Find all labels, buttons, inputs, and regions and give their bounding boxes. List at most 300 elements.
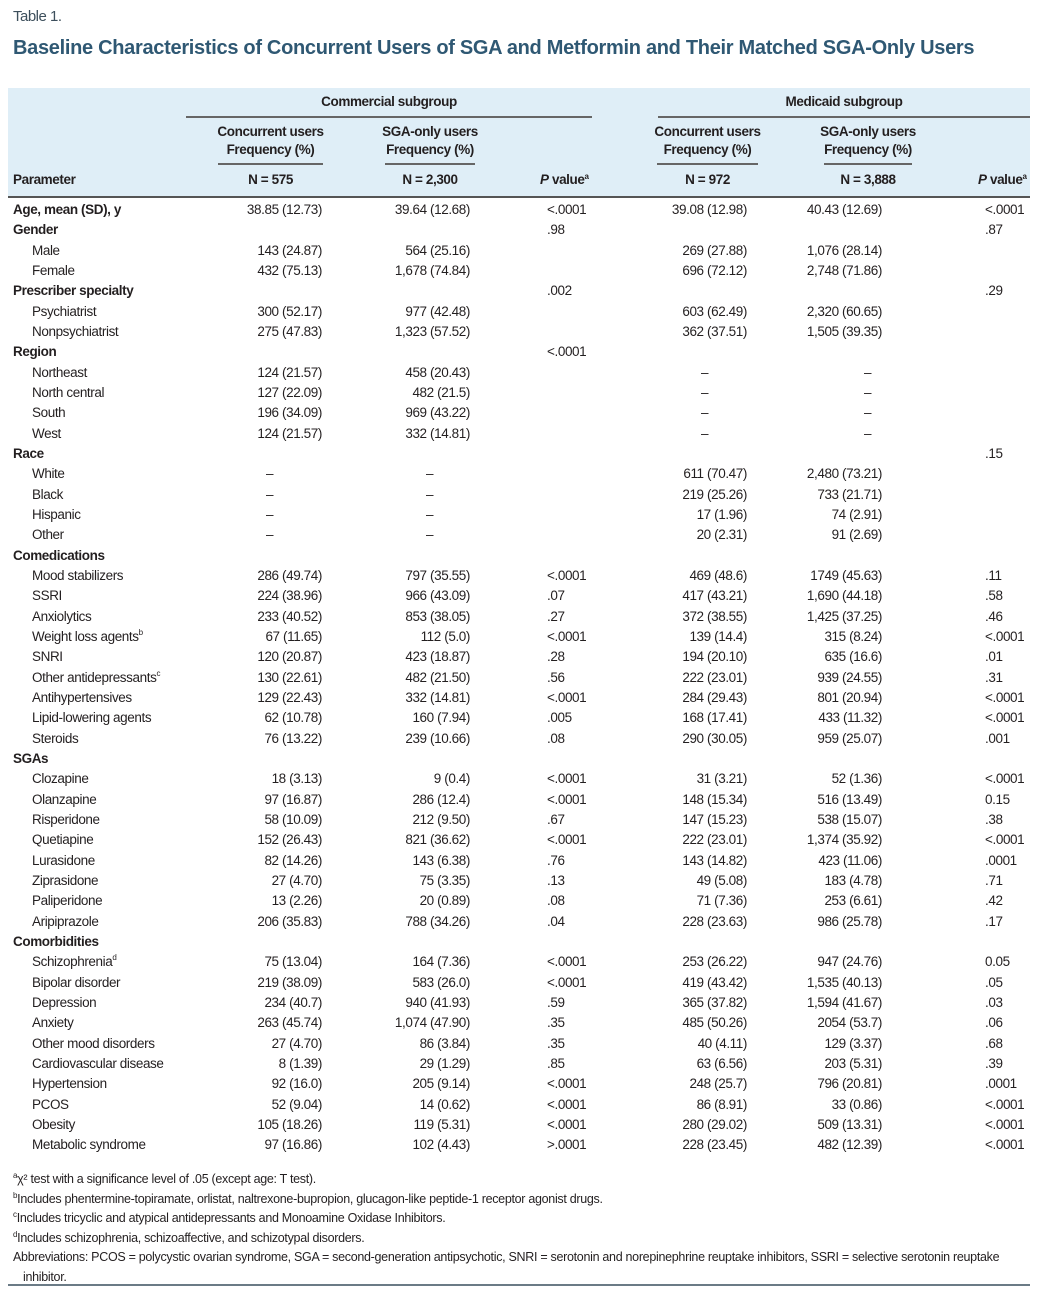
heading-line: SGA-only users xyxy=(820,124,916,139)
commercial-concurrent-cell: – xyxy=(266,466,274,482)
table-section-row xyxy=(0,281,1042,301)
row-label-text: Cardiovascular disease xyxy=(32,1055,164,1071)
row-label xyxy=(32,1054,164,1074)
medicaid-concurrent-cell: 194 (20.10) xyxy=(682,649,747,665)
row-label-text: Quetiapine xyxy=(32,832,94,848)
commercial-concurrent-cell: 224 (38.96) xyxy=(257,588,322,604)
row-label xyxy=(32,586,62,606)
commercial-concurrent-cell: 300 (52.17) xyxy=(257,303,322,319)
commercial-concurrent-cell: 18 (3.13) xyxy=(271,771,322,787)
medicaid-concurrent-cell: 139 (14.4) xyxy=(689,628,747,644)
commercial-sga-only-cell: 160 (7.94) xyxy=(412,710,470,726)
commercial-subgroup-heading: Commercial subgroup xyxy=(321,94,457,109)
commercial-concurrent-cell: 129 (22.43) xyxy=(257,689,322,705)
commercial-p-value-cell: .13 xyxy=(547,872,565,888)
row-label xyxy=(32,363,87,383)
row-label xyxy=(32,993,96,1013)
medicaid-concurrent-cell: 280 (29.02) xyxy=(682,1116,747,1132)
medicaid-concurrent-cell: 696 (72.12) xyxy=(682,262,747,278)
header-divider xyxy=(186,116,592,118)
row-label xyxy=(32,688,132,708)
medicaid-sga-only-cell: 2,480 (73.21) xyxy=(806,466,882,482)
row-label-text: Anxiety xyxy=(32,1015,74,1031)
table-row xyxy=(0,505,1042,525)
row-label-text: Northeast xyxy=(32,364,87,380)
commercial-sga-only-cell: 583 (26.0) xyxy=(412,974,470,990)
table-row xyxy=(0,1135,1042,1155)
medicaid-concurrent-cell: 611 (70.47) xyxy=(683,466,747,482)
row-label-text: Paliperidone xyxy=(32,893,103,909)
medicaid-concurrent-cell: – xyxy=(701,384,709,400)
p-letter: P xyxy=(540,172,549,187)
commercial-p-value-cell: .28 xyxy=(547,649,565,665)
row-label-text: South xyxy=(32,405,66,421)
medicaid-p-value-cell: 0.05 xyxy=(985,954,1010,970)
footnote-text: Includes tricyclic and atypical antidepressants and Monoamine Oxidase Inhibitors. xyxy=(16,1211,446,1225)
table-row xyxy=(0,871,1042,891)
medicaid-p-value-cell: .29 xyxy=(985,283,1003,299)
row-label-text: Depression xyxy=(32,994,97,1010)
medicaid-concurrent-cell: – xyxy=(701,425,709,441)
medicaid-p-value-cell: .15 xyxy=(985,445,1003,461)
medicaid-p-value-cell: <.0001 xyxy=(985,628,1025,644)
medicaid-concurrent-cell: 362 (37.51) xyxy=(682,323,747,339)
row-label-text: Nonpsychiatrist xyxy=(32,323,119,339)
medicaid-p-value-cell: <.0001 xyxy=(985,689,1025,705)
table-row xyxy=(0,1034,1042,1054)
commercial-concurrent-cell: 152 (26.43) xyxy=(257,832,322,848)
commercial-p-value-cell: .35 xyxy=(547,1035,565,1051)
row-label xyxy=(32,729,78,749)
row-label xyxy=(32,424,61,444)
commercial-concurrent-cell: 124 (21.57) xyxy=(257,425,322,441)
medicaid-sga-only-cell: 733 (21.71) xyxy=(817,486,882,502)
table-row xyxy=(0,729,1042,749)
row-label-text: Female xyxy=(32,262,75,278)
medicaid-sga-only-cell: 1,594 (41.67) xyxy=(806,994,882,1010)
commercial-sga-only-heading xyxy=(370,123,490,159)
commercial-p-value-cell: <.0001 xyxy=(547,791,587,807)
medicaid-p-value-cell: 0.15 xyxy=(985,791,1010,807)
footnote-text: Includes phentermine-topiramate, orlistat, naltrexone-bupropion, glucagon-like peptide-1 receptor agonist drugs. xyxy=(17,1191,603,1206)
row-label-text: Hypertension xyxy=(32,1076,107,1092)
header-divider xyxy=(218,163,323,165)
table-row xyxy=(0,688,1042,708)
commercial-concurrent-cell: 52 (9.04) xyxy=(271,1096,322,1112)
medicaid-p-value-cell: .001 xyxy=(985,730,1010,746)
header-divider xyxy=(657,163,758,165)
commercial-n2: N = 2,300 xyxy=(402,172,458,187)
medicaid-sga-only-cell: 52 (1.36) xyxy=(831,771,882,787)
row-label xyxy=(13,200,121,220)
commercial-concurrent-cell: 234 (40.7) xyxy=(264,994,322,1010)
medicaid-sga-only-cell: 796 (20.81) xyxy=(817,1076,882,1092)
medicaid-p-value-cell: .58 xyxy=(985,588,1003,604)
row-label-text: SNRI xyxy=(32,649,63,665)
commercial-p-value-cell: .56 xyxy=(547,669,565,685)
table-row xyxy=(0,891,1042,911)
medicaid-concurrent-cell: 86 (8.91) xyxy=(696,1096,747,1112)
footnote xyxy=(13,1190,1023,1210)
medicaid-concurrent-cell: 228 (23.45) xyxy=(682,1137,747,1153)
footnote-ref: d xyxy=(112,953,117,963)
row-label xyxy=(32,241,60,261)
medicaid-concurrent-cell: 40 (4.11) xyxy=(697,1035,747,1051)
medicaid-sga-only-cell: 482 (12.39) xyxy=(817,1137,882,1153)
medicaid-sga-only-cell: – xyxy=(864,384,872,400)
row-label xyxy=(13,220,58,240)
commercial-p-value-cell: <.0001 xyxy=(547,1096,587,1112)
commercial-concurrent-cell: 13 (2.26) xyxy=(271,893,322,909)
table-row xyxy=(0,1115,1042,1135)
commercial-p-value-cell: <.0001 xyxy=(547,954,587,970)
medicaid-p-value-cell: .0001 xyxy=(985,1076,1017,1092)
row-label-text: Anxiolytics xyxy=(32,608,92,624)
row-label xyxy=(13,546,105,566)
medicaid-n1: N = 972 xyxy=(685,172,730,187)
medicaid-sga-only-cell: 939 (24.55) xyxy=(817,669,882,685)
table-row xyxy=(0,607,1042,627)
row-label-text: Other antidepressants xyxy=(32,669,157,685)
medicaid-sga-only-cell: 1,690 (44.18) xyxy=(806,588,882,604)
table-row xyxy=(0,485,1042,505)
medicaid-sga-only-cell: 40.43 (12.69) xyxy=(806,202,882,217)
commercial-sga-only-cell: 102 (4.43) xyxy=(412,1137,470,1153)
commercial-sga-only-cell: 112 (5.0) xyxy=(420,628,470,644)
commercial-sga-only-cell: 1,323 (57.52) xyxy=(394,323,470,339)
row-label-text: Bipolar disorder xyxy=(32,974,121,990)
medicaid-sga-only-cell: 538 (15.07) xyxy=(817,811,882,827)
commercial-sga-only-cell: 119 (5.31) xyxy=(413,1116,470,1132)
commercial-sga-only-cell: 205 (9.14) xyxy=(412,1076,470,1092)
table-row xyxy=(0,302,1042,322)
table-row xyxy=(0,1013,1042,1033)
medicaid-concurrent-heading xyxy=(645,123,770,159)
medicaid-concurrent-cell: 603 (62.49) xyxy=(682,303,747,319)
commercial-sga-only-cell: 564 (25.16) xyxy=(405,242,470,258)
table-row xyxy=(0,383,1042,403)
footnote-marker: c xyxy=(13,1210,17,1219)
medicaid-concurrent-cell: 31 (3.21) xyxy=(696,771,747,787)
commercial-n1: N = 575 xyxy=(248,172,293,187)
heading-line: Concurrent users xyxy=(654,124,761,139)
footnote-text: Includes schizophrenia, schizoaffective, and schizotypal disorders. xyxy=(17,1230,365,1245)
commercial-p-value-cell: <.0001 xyxy=(547,832,587,848)
row-label-text: Schizophrenia xyxy=(32,954,113,970)
medicaid-concurrent-cell: 219 (25.26) xyxy=(682,486,747,502)
table-label: Table 1. xyxy=(13,8,62,25)
medicaid-p-value-cell: <.0001 xyxy=(985,1137,1025,1153)
medicaid-sga-only-cell: 1,425 (37.25) xyxy=(806,608,882,624)
row-label xyxy=(32,566,123,586)
medicaid-concurrent-cell: 372 (38.55) xyxy=(682,608,747,624)
row-label-text: Comorbidities xyxy=(13,933,99,949)
medicaid-sga-only-cell: – xyxy=(864,364,872,380)
footnotes xyxy=(13,1170,1023,1287)
commercial-sga-only-cell: – xyxy=(426,527,434,543)
medicaid-sga-only-cell: 1,505 (39.35) xyxy=(806,323,882,339)
row-label xyxy=(32,668,160,688)
table-section-row xyxy=(0,220,1042,240)
medicaid-sga-only-cell: – xyxy=(864,425,872,441)
table-row xyxy=(0,1095,1042,1115)
medicaid-sga-only-cell: 253 (6.61) xyxy=(824,893,882,909)
header-divider xyxy=(658,116,1030,118)
commercial-p-value-cell: .08 xyxy=(547,730,565,746)
row-label-text: Weight loss agents xyxy=(32,628,139,644)
commercial-sga-only-cell: 20 (0.89) xyxy=(419,893,470,909)
medicaid-concurrent-cell: 71 (7.36) xyxy=(696,893,747,909)
commercial-p-value-cell: .27 xyxy=(547,608,565,624)
heading-line: Frequency (%) xyxy=(386,142,474,157)
row-label-text: North central xyxy=(32,384,105,400)
medicaid-sga-only-cell: 801 (20.94) xyxy=(817,689,882,705)
table-row xyxy=(0,790,1042,810)
commercial-concurrent-cell: – xyxy=(266,486,274,502)
medicaid-p-value-cell: <.0001 xyxy=(985,1116,1025,1132)
row-label xyxy=(32,1135,146,1155)
commercial-concurrent-cell: 76 (13.22) xyxy=(264,730,322,746)
commercial-concurrent-cell: 124 (21.57) xyxy=(257,364,322,380)
medicaid-concurrent-cell: 365 (37.82) xyxy=(682,994,747,1010)
row-label xyxy=(32,322,118,342)
commercial-p-value-cell: .04 xyxy=(547,913,565,929)
heading-line: Frequency (%) xyxy=(824,142,912,157)
medicaid-sga-only-cell: 959 (25.07) xyxy=(817,730,882,746)
commercial-sga-only-cell: 212 (9.50) xyxy=(412,811,470,827)
table-row xyxy=(0,810,1042,830)
table-section-row xyxy=(0,932,1042,952)
commercial-p-value-cell: <.0001 xyxy=(547,974,587,990)
table-section-row xyxy=(0,200,1042,220)
footnote-ref: c xyxy=(156,668,161,678)
row-label-text: Aripiprazole xyxy=(32,913,99,929)
table-section-row xyxy=(0,342,1042,362)
medicaid-sga-only-cell: 509 (13.31) xyxy=(817,1116,882,1132)
commercial-concurrent-cell: 105 (18.26) xyxy=(257,1116,322,1132)
commercial-p-value-cell: .98 xyxy=(547,222,565,238)
medicaid-concurrent-cell: 147 (15.23) xyxy=(682,811,747,827)
commercial-sga-only-cell: 458 (20.43) xyxy=(405,364,470,380)
row-label xyxy=(32,627,143,647)
commercial-p-value-cell: .35 xyxy=(547,1015,565,1031)
table-row xyxy=(0,647,1042,667)
medicaid-sga-only-cell: 1749 (45.63) xyxy=(810,567,882,583)
commercial-p-value-cell: <.0001 xyxy=(547,1116,587,1132)
row-label-text: Steroids xyxy=(32,730,79,746)
table-row xyxy=(0,363,1042,383)
commercial-concurrent-cell: 143 (24.87) xyxy=(257,242,322,258)
medicaid-p-value-cell: <.0001 xyxy=(985,1096,1025,1112)
commercial-concurrent-cell: 263 (45.74) xyxy=(257,1015,322,1031)
commercial-sga-only-cell: 821 (36.62) xyxy=(405,832,470,848)
commercial-p-value-cell: .002 xyxy=(547,283,572,299)
medicaid-p-value-cell: .39 xyxy=(985,1055,1003,1071)
commercial-sga-only-cell: 239 (10.66) xyxy=(405,730,470,746)
commercial-sga-only-cell: 1,074 (47.90) xyxy=(394,1015,470,1031)
heading-line: SGA-only users xyxy=(382,124,478,139)
footnote-marker: a xyxy=(13,1171,18,1180)
table-title: Baseline Characteristics of Concurrent Users of SGA and Metformin and Their Matched SGA-Only Users xyxy=(13,37,975,59)
medicaid-sga-only-cell: 423 (11.06) xyxy=(818,852,882,868)
commercial-concurrent-cell: 219 (38.09) xyxy=(257,974,322,990)
medicaid-concurrent-cell: 222 (23.01) xyxy=(682,832,747,848)
medicaid-sga-only-cell: 516 (13.49) xyxy=(817,791,882,807)
commercial-concurrent-cell: 75 (13.04) xyxy=(264,954,322,970)
footnote-marker: d xyxy=(13,1229,18,1239)
footnote xyxy=(13,1209,1023,1229)
commercial-sga-only-cell: 797 (35.55) xyxy=(405,567,470,583)
medicaid-concurrent-cell: 148 (15.34) xyxy=(682,791,747,807)
commercial-concurrent-cell: 286 (49.74) xyxy=(257,567,322,583)
medicaid-p-value-cell: .68 xyxy=(985,1035,1003,1051)
medicaid-concurrent-cell: 17 (1.96) xyxy=(696,506,747,522)
medicaid-sga-only-cell: 433 (11.32) xyxy=(818,710,882,726)
medicaid-sga-only-cell: 129 (3.37) xyxy=(824,1035,882,1051)
medicaid-concurrent-cell: 253 (26.22) xyxy=(682,954,747,970)
row-label xyxy=(32,302,96,322)
p-letter: P xyxy=(978,172,987,187)
commercial-sga-only-cell: 482 (21.5) xyxy=(412,384,470,400)
medicaid-p-value-heading xyxy=(978,171,1027,189)
row-label xyxy=(13,749,48,769)
table-row xyxy=(0,668,1042,688)
row-label xyxy=(32,830,93,850)
row-label xyxy=(32,403,65,423)
commercial-sga-only-cell: 482 (21.50) xyxy=(405,669,470,685)
medicaid-concurrent-cell: 269 (27.88) xyxy=(682,242,747,258)
row-label-text: Obesity xyxy=(32,1116,75,1132)
row-label-text: Prescriber specialty xyxy=(13,283,134,299)
medicaid-concurrent-cell: – xyxy=(701,364,709,380)
commercial-concurrent-cell: – xyxy=(266,506,274,522)
table-row xyxy=(0,708,1042,728)
commercial-p-value-heading xyxy=(540,171,589,189)
commercial-sga-only-cell: 75 (3.35) xyxy=(419,872,470,888)
row-label-text: Antihypertensives xyxy=(32,689,132,705)
row-label-text: Clozapine xyxy=(32,771,89,787)
commercial-p-value-cell: <.0001 xyxy=(547,344,587,360)
row-label-text: SSRI xyxy=(32,588,62,604)
table-row xyxy=(0,322,1042,342)
table-row xyxy=(0,1074,1042,1094)
table-row xyxy=(0,952,1042,972)
medicaid-p-value-cell: .87 xyxy=(985,222,1003,238)
commercial-concurrent-cell: 38.85 (12.73) xyxy=(246,202,322,217)
table-row xyxy=(0,566,1042,586)
commercial-p-value-cell: <.0001 xyxy=(547,628,587,644)
row-label xyxy=(32,1074,107,1094)
medicaid-sga-only-cell: 74 (2.91) xyxy=(831,506,882,522)
row-label xyxy=(32,383,104,403)
commercial-concurrent-cell: 233 (40.52) xyxy=(257,608,322,624)
row-label-text: Age, mean (SD), y xyxy=(13,202,121,217)
row-label xyxy=(32,525,64,545)
commercial-sga-only-cell: 788 (34.26) xyxy=(405,913,470,929)
table-row xyxy=(0,261,1042,281)
medicaid-sga-only-cell: 2,748 (71.86) xyxy=(806,262,882,278)
commercial-concurrent-cell: 206 (35.83) xyxy=(257,913,322,929)
heading-line: Concurrent users xyxy=(217,124,324,139)
row-label xyxy=(32,505,81,525)
commercial-sga-only-cell: 332 (14.81) xyxy=(405,425,470,441)
commercial-sga-only-cell: 969 (43.22) xyxy=(405,405,470,421)
commercial-concurrent-heading xyxy=(208,123,333,159)
row-label-text: White xyxy=(32,466,65,482)
medicaid-p-value-cell: .17 xyxy=(985,913,1003,929)
row-label-text: Lipid-lowering agents xyxy=(32,710,152,726)
commercial-concurrent-cell: 92 (16.0) xyxy=(271,1076,322,1092)
row-label-text: Psychiatrist xyxy=(32,303,97,319)
commercial-sga-only-cell: – xyxy=(426,486,434,502)
row-label-text: Olanzapine xyxy=(32,791,97,807)
p-word: value xyxy=(551,172,585,187)
medicaid-p-value-cell: <.0001 xyxy=(985,202,1025,217)
medicaid-sga-only-heading xyxy=(808,123,928,159)
commercial-concurrent-cell: 67 (11.65) xyxy=(265,628,322,644)
commercial-concurrent-cell: – xyxy=(266,527,274,543)
medicaid-n2: N = 3,888 xyxy=(840,172,896,187)
commercial-concurrent-cell: 58 (10.09) xyxy=(264,811,322,827)
row-label-text: Metabolic syndrome xyxy=(32,1137,146,1153)
footnote-ref: b xyxy=(138,627,143,637)
commercial-p-value-cell: <.0001 xyxy=(547,567,587,583)
row-label xyxy=(32,1034,155,1054)
footnote-text: Abbreviations: PCOS = polycystic ovarian syndrome, SGA = second-generation antipsychotic, SNRI = serotonin and norepinephrine reuptake inhibitors, SSRI = selective serotonin reuptake inhibitor. xyxy=(13,1250,1000,1284)
medicaid-p-value-cell: <.0001 xyxy=(985,710,1025,726)
table-section-row xyxy=(0,749,1042,769)
table-row xyxy=(0,403,1042,423)
medicaid-sga-only-cell: 203 (5.31) xyxy=(824,1055,882,1071)
medicaid-p-value-cell: .42 xyxy=(985,893,1003,909)
medicaid-sga-only-cell: 986 (25.78) xyxy=(817,913,882,929)
medicaid-sga-only-cell: 1,535 (40.13) xyxy=(806,974,882,990)
heading-line: Frequency (%) xyxy=(226,142,315,157)
medicaid-concurrent-cell: 143 (14.82) xyxy=(682,852,747,868)
medicaid-concurrent-cell: 39.08 (12.98) xyxy=(671,202,747,217)
row-label-text: Risperidone xyxy=(32,811,100,827)
row-label-text: Black xyxy=(32,486,64,502)
table-section-row xyxy=(0,444,1042,464)
table-row xyxy=(0,464,1042,484)
medicaid-p-value-cell: .31 xyxy=(985,669,1003,685)
commercial-concurrent-cell: 27 (4.70) xyxy=(271,872,322,888)
medicaid-concurrent-cell: 485 (50.26) xyxy=(682,1015,747,1031)
row-label-text: Other xyxy=(32,527,64,543)
row-label xyxy=(32,871,98,891)
commercial-sga-only-cell: 143 (6.38) xyxy=(412,852,470,868)
commercial-p-value-cell: <.0001 xyxy=(547,771,587,787)
row-label xyxy=(13,281,133,301)
row-label xyxy=(32,851,95,871)
table-row xyxy=(0,525,1042,545)
commercial-sga-only-cell: 966 (43.09) xyxy=(405,588,470,604)
medicaid-p-value-cell: <.0001 xyxy=(985,832,1025,848)
table-row xyxy=(0,1054,1042,1074)
table-row xyxy=(0,424,1042,444)
footnote-text: χ² test with a significance level of .05 (except age: T test). xyxy=(17,1172,316,1186)
medicaid-concurrent-cell: 284 (29.43) xyxy=(682,689,747,705)
medicaid-sga-only-cell: 2,320 (60.65) xyxy=(806,303,882,319)
row-label xyxy=(13,444,44,464)
row-label xyxy=(32,485,63,505)
row-label-text: Male xyxy=(32,242,60,258)
medicaid-concurrent-cell: 228 (23.63) xyxy=(682,913,747,929)
row-label-text: Lurasidone xyxy=(32,852,95,868)
footnote-marker: b xyxy=(13,1190,18,1200)
row-label-text: Hispanic xyxy=(32,506,81,522)
medicaid-p-value-cell: .01 xyxy=(985,649,1003,665)
